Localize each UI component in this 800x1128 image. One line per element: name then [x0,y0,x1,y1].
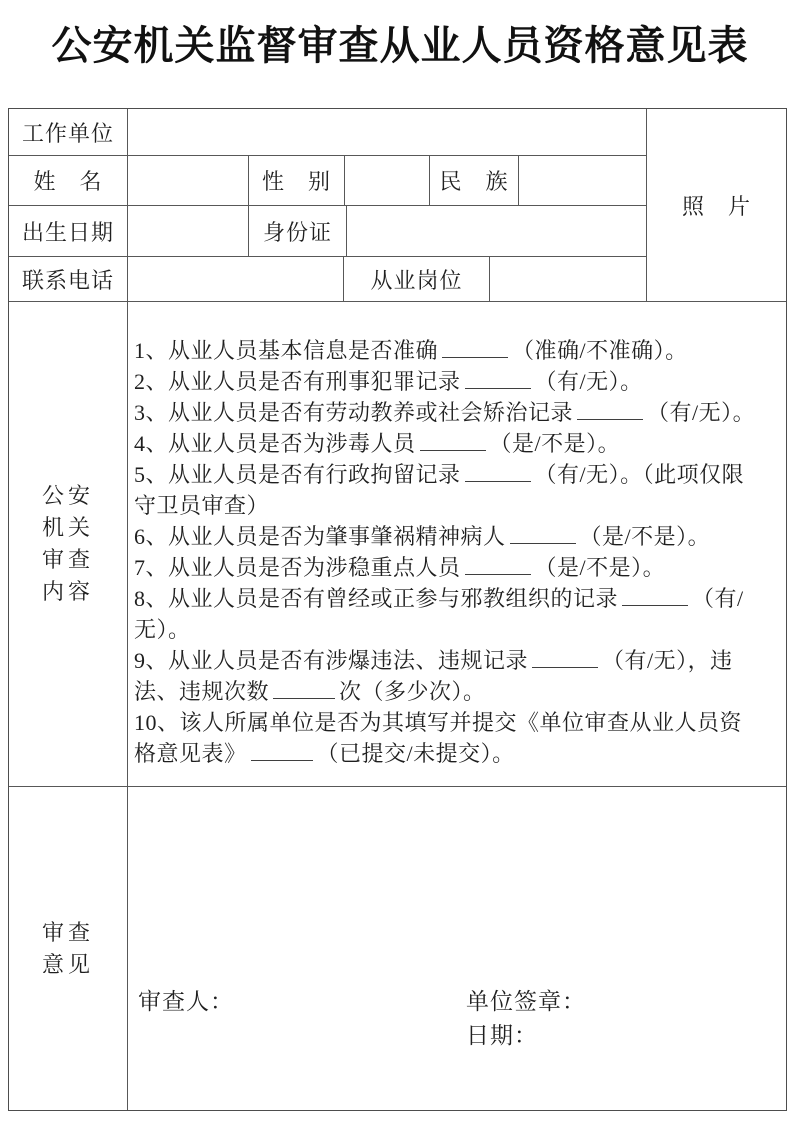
fill-in-blank[interactable] [465,366,531,389]
phone-label: 联系电话 [9,257,128,301]
review-text: 8、从业人员是否有曾经或正参与邪教组织的记录 [134,586,619,611]
review-text: 无）。 [134,617,191,642]
birth-row [9,206,646,257]
work-unit-row [9,109,646,156]
form-table [8,108,787,1111]
review-text: （是/不是）。 [534,555,666,580]
review-text: 格意见表》 [134,741,247,766]
birth-date-label: 出生日期 [9,206,128,256]
ethnicity-label: 民 族 [430,156,519,205]
gender-label: 性 别 [249,156,345,205]
review-section [9,302,786,787]
work-unit-label: 工作单位 [9,109,128,155]
gender-input[interactable] [345,156,430,205]
review-text: 9、从业人员是否有涉爆违法、违规记录 [134,648,529,673]
review-line [134,738,782,769]
review-line [134,707,782,738]
section-label-line: 审查 [41,547,94,572]
review-text: （有/无）。（此项仅限 [534,462,745,487]
review-line [134,583,782,614]
review-section-label [9,302,128,786]
opinion-section-label [9,787,128,1110]
page-title: 公安机关监督审查从业人员资格意见表 [51,23,749,68]
photo-cell[interactable] [646,109,786,301]
review-line [134,521,782,552]
review-text: 4、从业人员是否为涉毒人员 [134,431,416,456]
review-line [134,490,782,521]
review-text: 2、从业人员是否有刑事犯罪记录 [134,369,461,394]
id-card-input[interactable] [347,206,646,256]
review-text: 法、违规次数 [134,679,270,704]
work-unit-input[interactable] [128,109,646,155]
fill-in-blank[interactable] [622,583,688,606]
review-line [134,614,782,645]
review-content [128,302,786,786]
review-line [134,459,782,490]
fill-in-blank[interactable] [442,335,508,358]
review-text: （准确/不准确）。 [512,338,688,363]
review-text: 3、从业人员是否有劳动教养或社会矫治记录 [134,400,574,425]
review-text: 次（多少次）。 [339,679,486,704]
date-label: 日期： [466,1023,538,1048]
personal-info-grid [9,109,646,301]
phone-row [9,257,646,301]
section-label-line: 内容 [41,579,94,604]
review-line [134,552,782,583]
section-label-line: 意见 [41,951,94,977]
review-line [134,428,782,459]
review-text: 6、从业人员是否为肇事肇祸精神病人 [134,524,506,549]
opinion-section [9,787,786,1110]
name-row [9,156,646,206]
position-input[interactable] [490,257,646,301]
review-text: （已提交/未提交）。 [316,741,515,766]
fill-in-blank[interactable] [577,397,643,420]
review-line [134,397,782,428]
opinion-area[interactable] [128,787,786,1110]
fill-in-blank[interactable] [420,428,486,451]
section-label-line: 审查 [41,919,94,945]
fill-in-blank[interactable] [251,738,313,761]
ethnicity-input[interactable] [519,156,646,205]
reviewer-label: 审查人： [138,989,234,1014]
personal-info-section [9,109,786,302]
fill-in-blank[interactable] [273,676,335,699]
review-text: 7、从业人员是否为涉稳重点人员 [134,555,461,580]
review-text: 守卫员审查） [134,493,270,518]
unit-seal-label: 单位签章： [466,989,586,1014]
photo-label: 照 片 [681,193,751,219]
review-text: （有/无），违 [602,648,733,673]
review-text: （有/无）。 [647,400,756,425]
review-text: （有/ [692,586,744,611]
review-line [134,335,782,366]
section-label-line: 机关 [41,515,94,540]
section-label-line: 公安 [41,483,94,508]
fill-in-blank[interactable] [465,459,531,482]
review-text: 10、该人所属单位是否为其填写并提交《单位审查从业人员资 [134,710,743,735]
review-text: 5、从业人员是否有行政拘留记录 [134,462,461,487]
phone-input[interactable] [128,257,344,301]
position-label: 从业岗位 [344,257,490,301]
name-label: 姓 名 [9,156,128,205]
review-line [134,676,782,707]
fill-in-blank[interactable] [532,645,598,668]
id-card-label: 身份证 [249,206,347,256]
fill-in-blank[interactable] [465,552,531,575]
review-text: （是/不是）。 [489,431,621,456]
review-text: （有/无）。 [534,369,643,394]
review-text: （是/不是）。 [579,524,711,549]
review-line [134,645,782,676]
review-line [134,366,782,397]
review-text: 1、从业人员基本信息是否准确 [134,338,439,363]
name-input[interactable] [128,156,249,205]
fill-in-blank[interactable] [510,521,576,544]
birth-date-input[interactable] [128,206,249,256]
